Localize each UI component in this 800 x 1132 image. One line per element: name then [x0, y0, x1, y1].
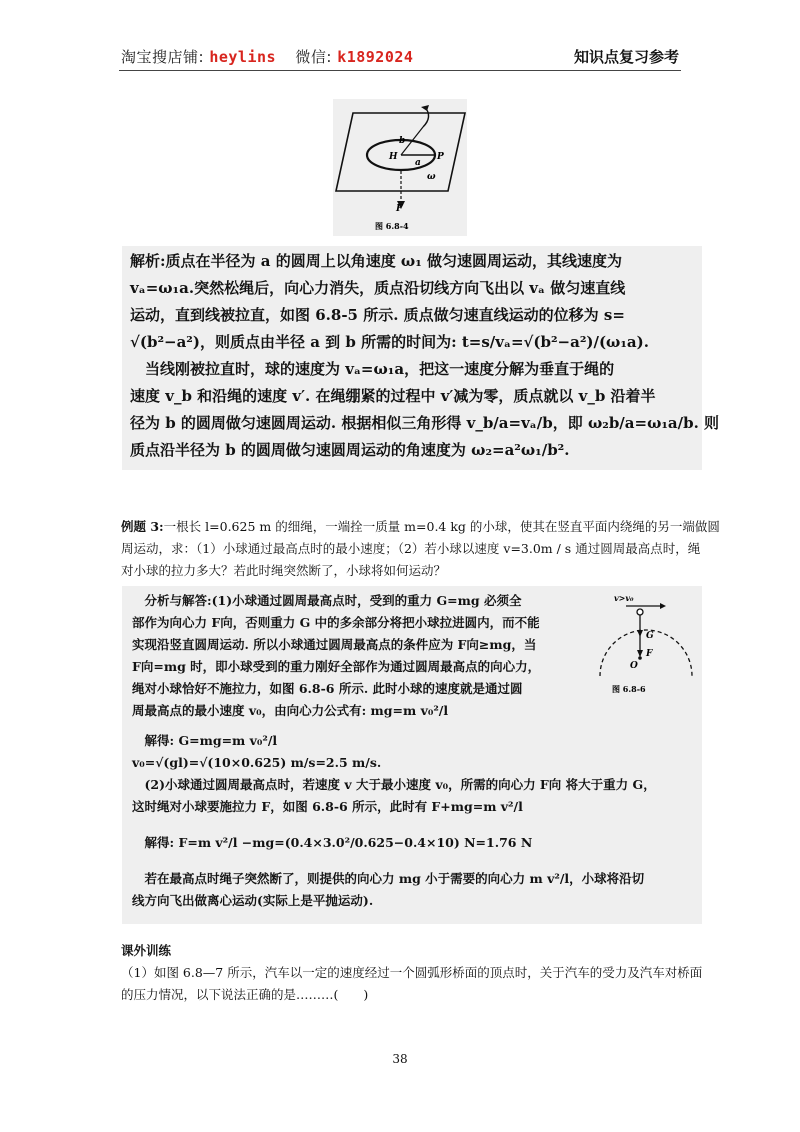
label-p: P — [437, 152, 444, 162]
analysis-2-line: 线方向飞出做离心运动(实际上是平抛运动). — [132, 893, 374, 908]
label-f: F — [396, 204, 403, 214]
analysis-block-1 — [122, 246, 720, 470]
analysis-2-line: 实现沿竖直圆周运动. 所以小球通过圆周最高点的条件应为 F向≥mg，当 — [132, 637, 537, 652]
shop-name: heylins — [209, 48, 277, 66]
analysis-2-line: 解得: F=m v²/l −mg=(0.4×3.0²/0.625−0.4×10) N=1.76 N — [132, 835, 533, 850]
analysis-1-line: √(b²−a²)，则质点由半径 a 到 b 所需的时间为: t=s/vₐ=√(b²−a²)/(ω₁a). — [130, 333, 649, 351]
shop-label: 淘宝搜店铺: — [121, 48, 205, 66]
analysis-2-line: 绳对小球恰好不施拉力，如图 6.8-6 所示. 此时小球的速度就是通过圆 — [132, 681, 523, 696]
figure-6-8-6-drawing — [596, 590, 700, 702]
label-a: a — [415, 158, 421, 168]
analysis-2-line: 这时绳对小球要施拉力 F，如图 6.8-6 所示，此时有 F+mg=m v²/l — [132, 799, 523, 814]
analysis-1-line: 解析:质点在半径为 a 的圆周上以角速度 ω₁ 做匀速圆周运动，其线速度为 — [130, 252, 623, 270]
header-title: 知识点复习参考 — [573, 48, 679, 66]
page-number: 38 — [392, 1052, 408, 1066]
analysis-1-line: 质点沿半径为 b 的圆周做匀速圆周运动的角速度为 ω₂=a²ω₁/b². — [130, 441, 570, 459]
analysis-1-text — [122, 246, 720, 464]
analysis-1-line: 运动，直到线被拉直，如图 6.8-5 所示. 质点做匀速直线运动的位移为 s= — [130, 306, 625, 324]
analysis-2-line: 分析与解答:(1)小球通过圆周最高点时，受到的重力 G=mg 必须全 — [132, 593, 522, 608]
label-b: b — [399, 136, 406, 146]
analysis-2-line: (2)小球通过圆周最高点时，若速度 v 大于最小速度 v₀，所需的向心力 F向 将大于重力 G， — [132, 777, 656, 792]
figure-6-8-4 — [333, 99, 467, 236]
label-v: v>v₀ — [614, 593, 634, 603]
wechat-label: 微信: — [295, 48, 332, 66]
figure-6-8-6 — [596, 590, 700, 702]
example-3 — [121, 516, 720, 582]
figure-6-8-4-drawing — [333, 99, 467, 236]
label-h: H — [389, 152, 398, 162]
analysis-2-line: F向=mg 时，即小球受到的重力刚好全部作为通过圆周最高点的向心力， — [132, 659, 541, 674]
header-divider — [119, 70, 681, 71]
analysis-2-line: v₀=√(gl)=√(10×0.625) m/s=2.5 m/s. — [132, 755, 382, 770]
analysis-1-line: 当线刚被拉直时，球的速度为 vₐ=ω₁a，把这一速度分解为垂直于绳的 — [130, 360, 615, 378]
analysis-2-line: 若在最高点时绳子突然断了，则提供的向心力 mg 小于需要的向心力 m v²/l，小球将沿切 — [132, 871, 645, 886]
analysis-2-line: 部作为向心力 F向，否则重力 G 中的多余部分将把小球拉进圆内，而不能 — [132, 615, 540, 630]
example-3-line: 一根长 l=0.625 m 的细绳，一端拴一质量 m=0.4 kg 的小球，使其在竖直平面内绕绳的另一端做圆 — [163, 519, 720, 534]
example-3-line: 对小球的拉力多大？若此时绳突然断了，小球将如何运动？ — [121, 563, 447, 578]
figure-caption: 图 6.8-6 — [612, 684, 646, 694]
header-shop-info — [121, 46, 413, 67]
analysis-1-line: vₐ=ω₁a.突然松绳后，向心力消失，质点沿切线方向飞出以 vₐ 做匀速直线 — [130, 279, 626, 297]
figure-caption: 图 6.8-4 — [375, 221, 409, 231]
label-g: G — [646, 631, 654, 641]
analysis-1-line: 径为 b 的圆周做匀速圆周运动. 根据相似三角形得 v_b/a=vₐ/b，即 ω₂b/a=ω₁a/b. 则 — [130, 414, 720, 432]
label-omega: ω — [427, 172, 436, 182]
wechat-id: k1892024 — [337, 48, 414, 66]
analysis-2-line: 周最高点的最小速度 v₀，由向心力公式有: mg=m v₀²/l — [132, 703, 449, 718]
exercise-title: 课外训练 — [121, 943, 172, 958]
example-3-line: 周运动，求：（1）小球通过最高点时的最小速度；（2）若小球以速度 v=3.0m / s 通过圆周最高点时，绳 — [121, 541, 701, 556]
label-o: O — [630, 661, 638, 671]
label-f: F — [646, 649, 653, 659]
analysis-2-line: 解得: G=mg=m v₀²/l — [132, 733, 278, 748]
example-3-label: 例题 3: — [121, 519, 164, 534]
exercise-line: 的压力情况，以下说法正确的是………( ) — [121, 987, 369, 1002]
analysis-1-line: 速度 v_b 和沿绳的速度 v′. 在绳绷紧的过程中 v′减为零，质点就以 v_b 沿着半 — [130, 387, 656, 405]
exercise-section — [121, 940, 702, 1006]
exercise-line: （1）如图 6.8—7 所示，汽车以一定的速度经过一个圆弧形桥面的顶点时，关于汽车的受力及汽车对桥面 — [121, 965, 703, 980]
